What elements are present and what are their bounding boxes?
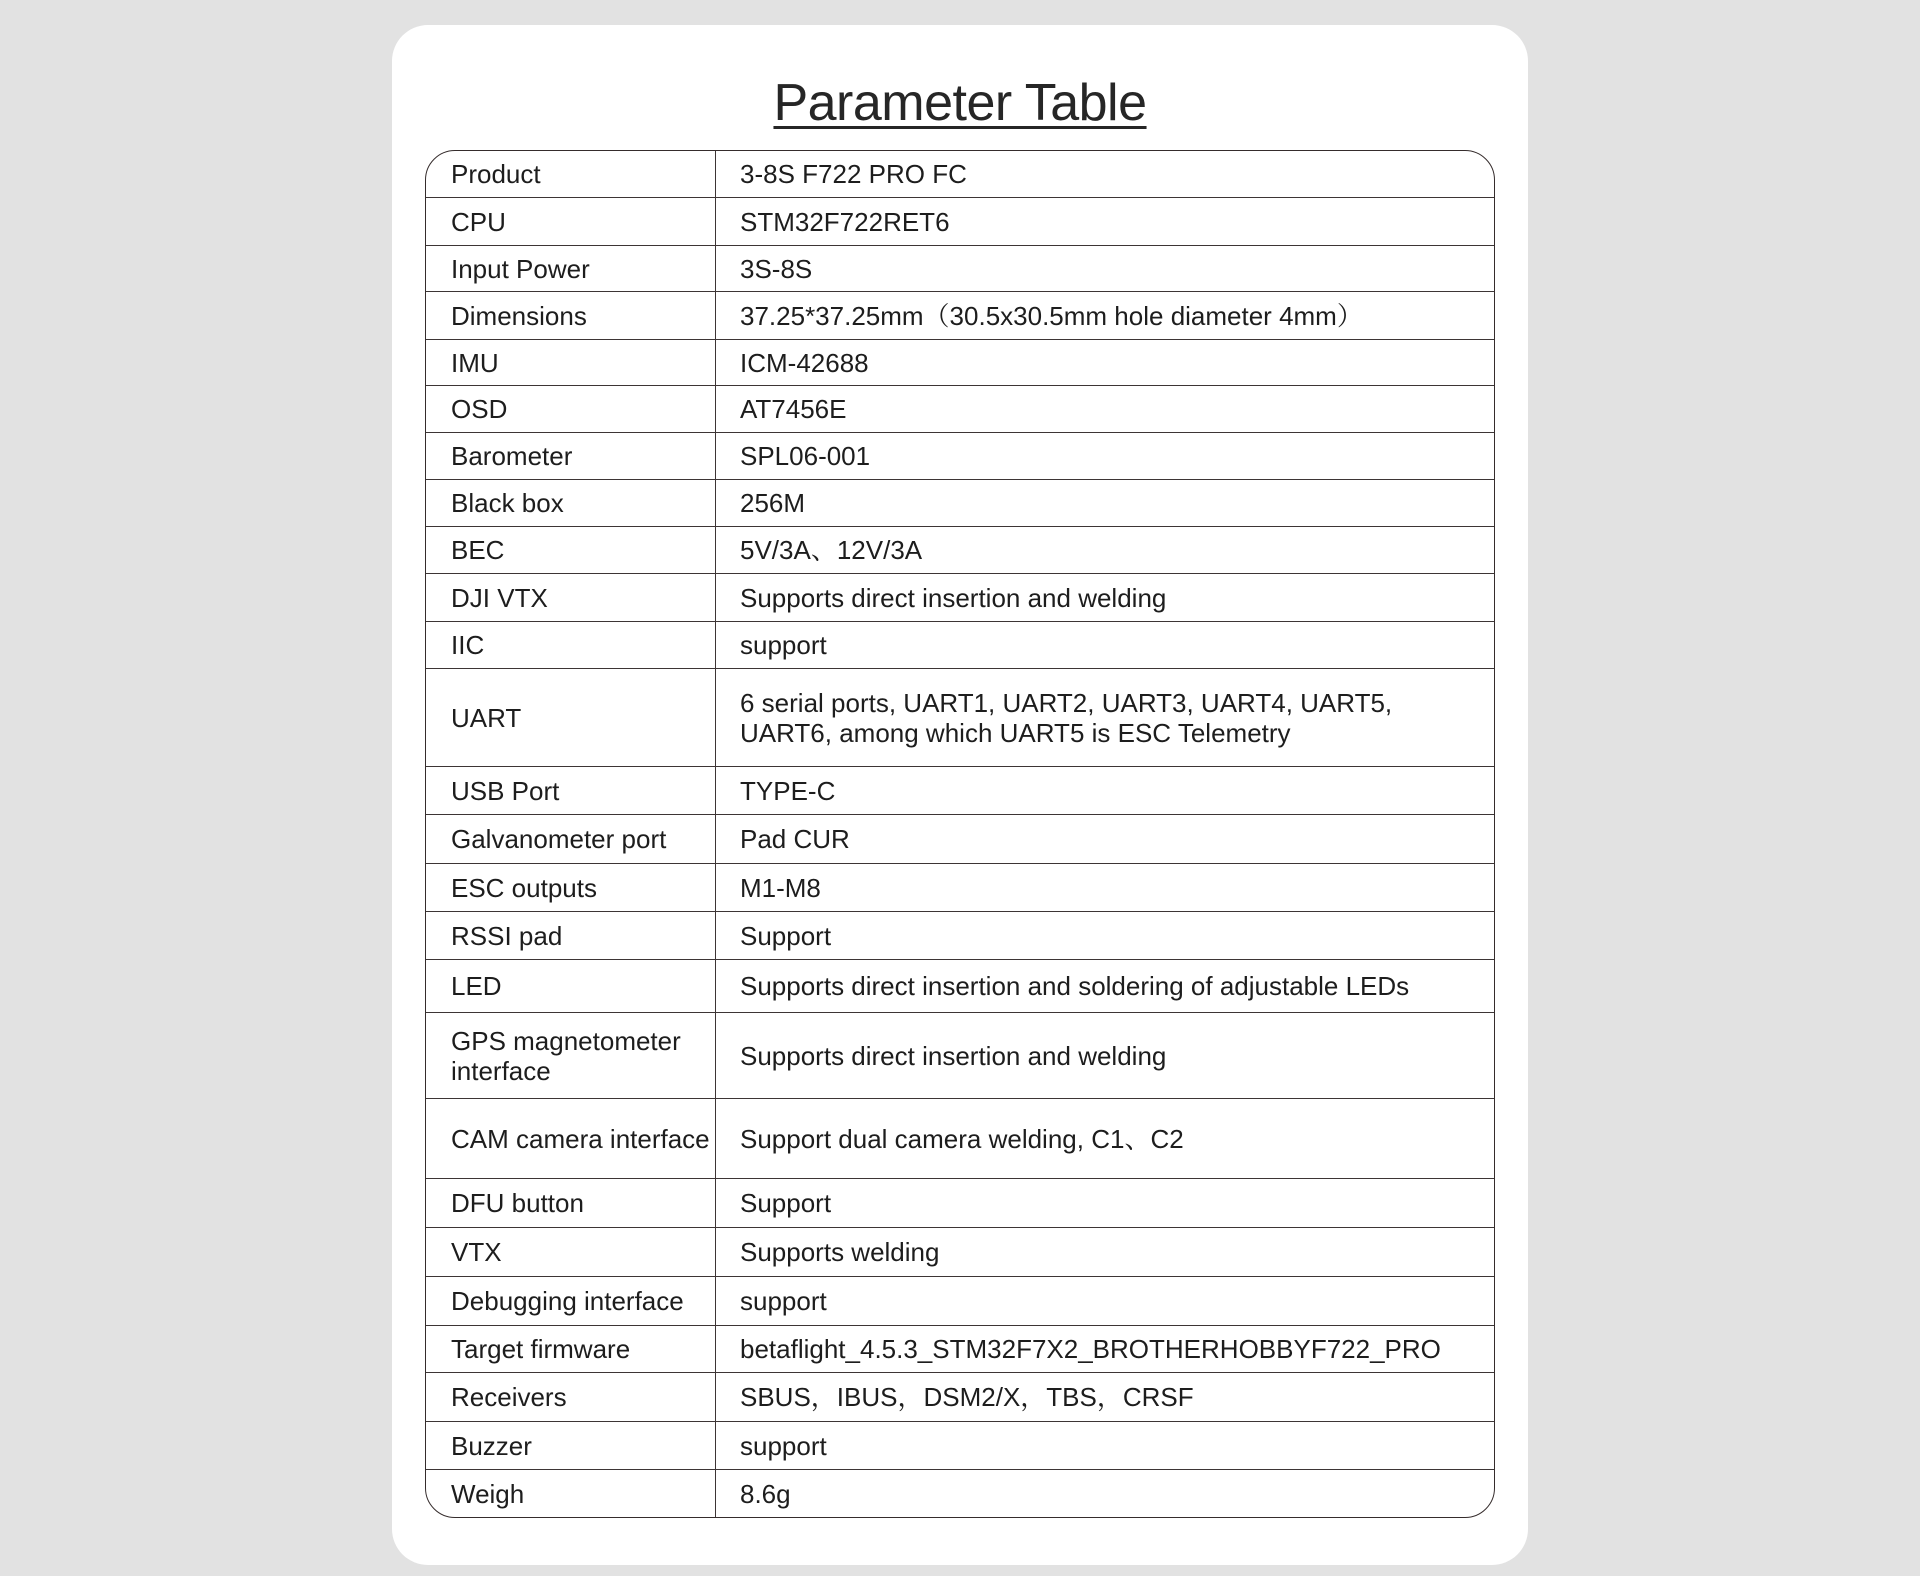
row-value: AT7456E [740, 394, 847, 424]
table-row [426, 766, 1494, 814]
table-row [426, 1469, 1494, 1517]
row-key: Black box [426, 480, 716, 526]
table-row [426, 959, 1494, 1012]
row-value: 3S-8S [740, 253, 813, 284]
row-value: Support dual camera welding, C1、C2 [740, 1123, 1184, 1154]
row-key: IIC [426, 622, 716, 668]
row-value: Supports direct insertion and soldering of adjustable LEDs [740, 971, 1410, 1001]
row-key: DFU button [426, 1179, 716, 1227]
row-key: Target firmware [426, 1326, 716, 1372]
table-row [426, 1012, 1494, 1098]
row-key: Buzzer [426, 1422, 716, 1469]
table-row [426, 1178, 1494, 1227]
row-key: ESC outputs [426, 864, 716, 911]
row-value: support [740, 1430, 827, 1461]
row-value: 3-8S F722 PRO FC [740, 159, 967, 189]
row-value: TYPE-C [740, 775, 836, 806]
table-row [426, 621, 1494, 668]
row-key: Debugging interface [426, 1277, 716, 1325]
parameter-table [425, 150, 1495, 1518]
table-row [426, 151, 1494, 197]
row-value: Supports welding [740, 1237, 940, 1267]
row-value: SBUS，IBUS，DSM2/X，TBS，CRSF [740, 1382, 1194, 1412]
row-value: Supports direct insertion and welding [740, 582, 1167, 613]
row-key: BEC [426, 527, 716, 573]
table-row [426, 1325, 1494, 1372]
page-title [392, 73, 1528, 133]
row-value: 6 serial ports, UART1, UART2, UART3, UART4, UART5, UART6, among which UART5 is ESC Telemetry [740, 687, 1393, 748]
row-value: Supports direct insertion and welding [740, 1040, 1167, 1071]
table-row [426, 385, 1494, 432]
table-row [426, 1227, 1494, 1276]
table-row [426, 1276, 1494, 1325]
table-row [426, 1372, 1494, 1421]
table-row [426, 432, 1494, 479]
row-value: 5V/3A、12V/3A [740, 535, 923, 565]
row-value: 8.6g [740, 1478, 791, 1509]
table-row [426, 863, 1494, 911]
row-key: Dimensions [426, 292, 716, 339]
table-row [426, 1098, 1494, 1178]
table-row [426, 1421, 1494, 1469]
table-row [426, 668, 1494, 766]
row-key: IMU [426, 340, 716, 385]
table-row [426, 573, 1494, 621]
table-row [426, 291, 1494, 339]
table-row [426, 245, 1494, 291]
row-key: RSSI pad [426, 912, 716, 959]
row-value: support [740, 630, 827, 660]
row-value: M1-M8 [740, 872, 821, 903]
table-row [426, 479, 1494, 526]
row-value: Support [740, 920, 832, 951]
row-key: OSD [426, 386, 716, 432]
row-value: 256M [740, 488, 806, 518]
row-value: STM32F722RET6 [740, 206, 950, 237]
row-key: LED [426, 960, 716, 1012]
table-row [426, 339, 1494, 385]
row-key: Weigh [426, 1470, 716, 1517]
table-row [426, 911, 1494, 959]
row-key: CAM camera interface [426, 1099, 716, 1178]
page-title-text: Parameter Table [773, 74, 1147, 132]
row-value: 37.25*37.25mm（30.5x30.5mm hole diameter 4mm） [740, 300, 1363, 331]
row-key: DJI VTX [426, 574, 716, 621]
row-key: UART [426, 669, 716, 766]
row-key: VTX [426, 1228, 716, 1276]
row-key: USB Port [426, 767, 716, 814]
table-row [426, 814, 1494, 863]
row-value: support [740, 1286, 827, 1316]
table-row [426, 526, 1494, 573]
row-key: Receivers [426, 1373, 716, 1421]
table-row [426, 197, 1494, 245]
row-key: GPS magnetometer interface [426, 1013, 716, 1098]
row-key: CPU [426, 198, 716, 245]
row-key: Product [426, 151, 716, 197]
parameter-card [392, 25, 1528, 1565]
row-key: Barometer [426, 433, 716, 479]
row-value: betaflight_4.5.3_STM32F7X2_BROTHERHOBBYF722_PRO [740, 1334, 1441, 1364]
row-value: Support [740, 1188, 832, 1218]
row-value: Pad CUR [740, 824, 850, 854]
row-value: ICM-42688 [740, 347, 869, 378]
row-key: Input Power [426, 246, 716, 291]
row-value: SPL06-001 [740, 441, 871, 471]
row-key: Galvanometer port [426, 815, 716, 863]
